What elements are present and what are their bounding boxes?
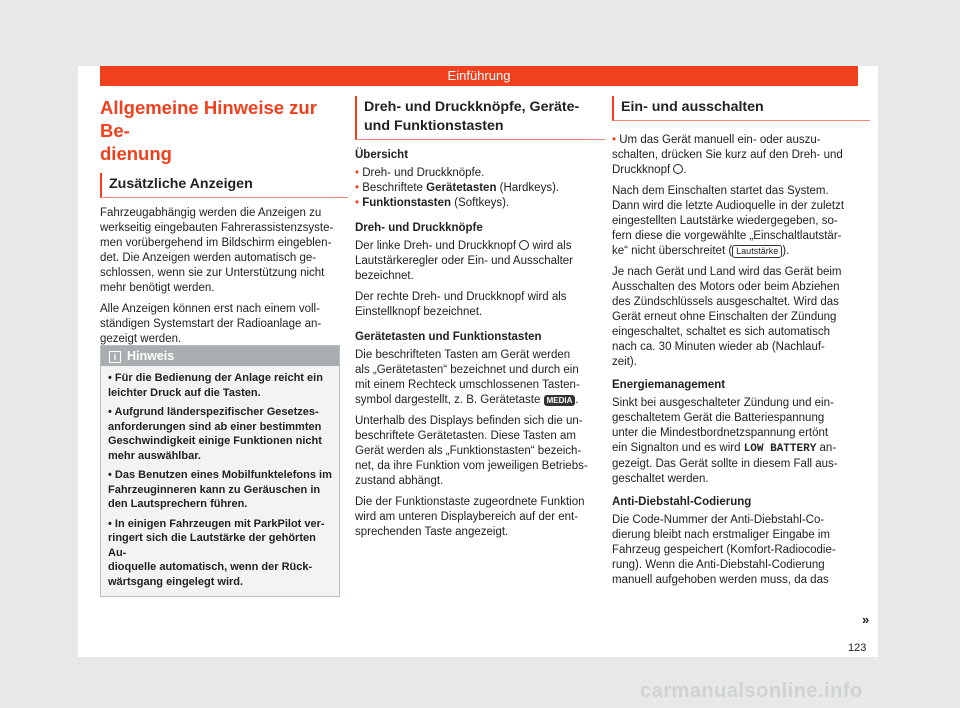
text-line: net, da ihre Funktion vom jeweiligen Betriebs- bbox=[355, 460, 588, 472]
text-line: • Das Benutzen eines Mobilfunktelefons im bbox=[108, 469, 332, 481]
text-line: nach ca. 30 Minuten wieder ab (Nachlauf- bbox=[612, 341, 825, 353]
section-title: Dreh- und Druckknöpfe, Geräte- und Funktionstasten bbox=[355, 96, 605, 140]
anti-theft-paragraph bbox=[612, 513, 870, 588]
text-line: Fahrzeug gespeichert (Komfort-Radiocodie- bbox=[612, 544, 836, 556]
text-line: zustand abhängt. bbox=[355, 475, 444, 487]
power-knob-icon bbox=[519, 240, 529, 250]
text-line: anforderungen sind ab einer bestimmten bbox=[108, 420, 322, 433]
text-line: • Für die Bedienung der Anlage reicht ein bbox=[108, 372, 323, 384]
column-1 bbox=[100, 96, 348, 353]
continue-arrow: » bbox=[862, 612, 870, 627]
knobs-heading: Dreh- und Druckknöpfe bbox=[355, 222, 483, 234]
text-line: men vorübergehend im Bildschirm eingeblen- bbox=[100, 237, 332, 249]
energy-paragraph: Sinkt bei ausgeschalteter Zündung und ein- geschaltetem Gerät die Batteriespannung unter die Mindestbordnetzspannung ertönt ein Signalton und es wird LOW BATTERY an- gezeigt. Das Gerät sollte in diesem Fall aus- geschaltet werden. bbox=[612, 397, 838, 485]
text-line: des Zündschlüssels ausgeschaltet. Wird das bbox=[612, 296, 839, 308]
keys-paragraph: Die beschrifteten Tasten am Gerät werden als „Gerätetasten“ bezeichnet und durch ein mit einem Rechteck umschlossenen Tasten- symbol dargestellt, z. B. Gerätetaste MEDIA . bbox=[355, 349, 580, 406]
chapter-header: Einführung bbox=[100, 66, 858, 86]
text-line: det. Die Anzeigen werden automatisch ge- bbox=[100, 252, 317, 264]
page-number: 123 bbox=[848, 642, 867, 654]
energy-heading: Energiemanagement bbox=[612, 379, 726, 391]
paragraph bbox=[100, 206, 348, 296]
info-icon: i bbox=[109, 351, 121, 363]
watermark: carmanualsonline.info bbox=[640, 680, 863, 702]
text-line: Die der Funktionstaste zugeordnete Funktion bbox=[355, 496, 585, 508]
paragraph bbox=[100, 302, 348, 347]
text-line: wärtsgang eingelegt wird. bbox=[108, 575, 244, 588]
volume-key-link[interactable]: Lautstärke bbox=[732, 245, 782, 258]
anti-theft-heading: Anti-Diebstahl-Codierung bbox=[612, 496, 752, 508]
knobs-paragraph: Der linke Dreh- und Druckknopf wird als Lautstärkeregler oder Ein- und Ausschalter bezeichnet. bbox=[355, 240, 573, 282]
text-line: • In einigen Fahrzeugen mit ParkPilot ver- bbox=[108, 517, 325, 530]
text-line: sprechenden Taste angezeigt. bbox=[355, 526, 509, 538]
section-title: Allgemeine Hinweise zur Be- dienung bbox=[100, 97, 317, 164]
text-line: Der rechte Dreh- und Druckknopf wird als bbox=[355, 291, 567, 303]
text-line: beschriftete Gerätetasten. Diese Tasten am bbox=[355, 430, 576, 442]
startup-paragraph: Nach dem Einschalten startet das System. Dann wird die letzte Audioquelle in der zuletzt eingestellten Lautstärke wiedergegeben, so- fern diese die vorgewählte „Einschaltlautstär- ke“ nicht überschreitet ( Lautstärke ). bbox=[612, 185, 845, 257]
hint-item bbox=[108, 468, 332, 512]
text-line: ringert sich die Lautstärke der gehörten Au- bbox=[108, 532, 316, 559]
power-knob-icon bbox=[673, 164, 683, 174]
hint-item bbox=[108, 371, 332, 400]
hint-box bbox=[100, 345, 340, 597]
text-line: eingeschaltet, schaltet es sich automatisch bbox=[612, 326, 830, 338]
section-title: Ein- und ausschalten bbox=[612, 96, 870, 121]
text-line: Ausschalten des Motors oder beim Abziehen bbox=[612, 281, 840, 293]
keys-paragraph-3 bbox=[355, 495, 605, 540]
text-line: gezeigt werden. bbox=[100, 333, 182, 345]
text-line: wird am unteren Displaybereich auf der ent- bbox=[355, 511, 579, 523]
text-line: zeit). bbox=[612, 356, 637, 368]
hint-item bbox=[108, 405, 332, 463]
overview-item: • Beschriftete Gerätetasten (Hardkeys). bbox=[355, 182, 560, 194]
text-line: schlossen, wenn sie zur Unterstützung nicht bbox=[100, 267, 325, 279]
text-line: werkseitig eingebauten Fahrerassistenzsyste- bbox=[100, 222, 334, 234]
overview-item: • Funktionstasten (Softkeys). bbox=[355, 197, 510, 209]
text-line: Gerät werden als „Funktionstasten“ bezeich- bbox=[355, 445, 582, 457]
text-line: Die Code-Nummer der Anti-Diebstahl-Co- bbox=[612, 514, 825, 526]
text-line: Je nach Gerät und Land wird das Gerät beim bbox=[612, 266, 842, 278]
text-line: Einstellknopf bezeichnet. bbox=[355, 306, 483, 318]
text-line: leichter Druck auf die Tasten. bbox=[108, 386, 261, 399]
overview-item: • Dreh- und Druckknöpfe. bbox=[355, 167, 485, 179]
power-bullet: • Um das Gerät manuell ein- oder auszu- schalten, drücken Sie kurz auf den Dreh- und Druckknopf . bbox=[612, 134, 843, 176]
text-line: dierung bleibt nach erstmaliger Eingabe im bbox=[612, 529, 830, 541]
knobs-paragraph-2 bbox=[355, 290, 605, 320]
text-line: Unterhalb des Displays befinden sich die un- bbox=[355, 415, 583, 427]
text-line: rung). Wenn die Anti-Diebstahl-Codierung bbox=[612, 559, 825, 571]
text-line: dioquelle automatisch, wenn der Rück- bbox=[108, 561, 313, 573]
media-key-icon: MEDIA bbox=[544, 395, 576, 406]
column-2 bbox=[355, 96, 605, 546]
text-line: mehr auswählbar. bbox=[108, 449, 201, 462]
text-line: Alle Anzeigen können erst nach einem voll- bbox=[100, 303, 320, 315]
hint-header: i Hinweis bbox=[101, 346, 339, 366]
hint-item bbox=[108, 517, 332, 590]
keys-paragraph-2 bbox=[355, 414, 605, 489]
text-line: Fahrzeugabhängig werden die Anzeigen zu bbox=[100, 207, 322, 219]
text-line: Fahrzeuginneren kann zu Geräuschen in bbox=[108, 483, 321, 496]
shutdown-paragraph bbox=[612, 265, 870, 370]
text-line: manuell aufgehoben werden muss, da das bbox=[612, 574, 829, 586]
text-line: Gerät erneut ohne Einschalten der Zündung bbox=[612, 311, 837, 323]
overview-heading: Übersicht bbox=[355, 149, 409, 161]
text-line: • Aufgrund länderspezifischer Gesetzes- bbox=[108, 406, 319, 418]
text-line: Geschwindigkeit einige Funktionen nicht bbox=[108, 435, 322, 447]
text-line: den Lautsprechern führen. bbox=[108, 498, 248, 510]
column-3 bbox=[612, 96, 870, 594]
text-line: ständigen Systemstart der Radioanlage an- bbox=[100, 318, 322, 330]
subsection-title: Zusätzliche Anzeigen bbox=[100, 173, 348, 198]
text-line: mehr benötigt werden. bbox=[100, 282, 215, 294]
keys-heading: Gerätetasten und Funktionstasten bbox=[355, 331, 542, 343]
